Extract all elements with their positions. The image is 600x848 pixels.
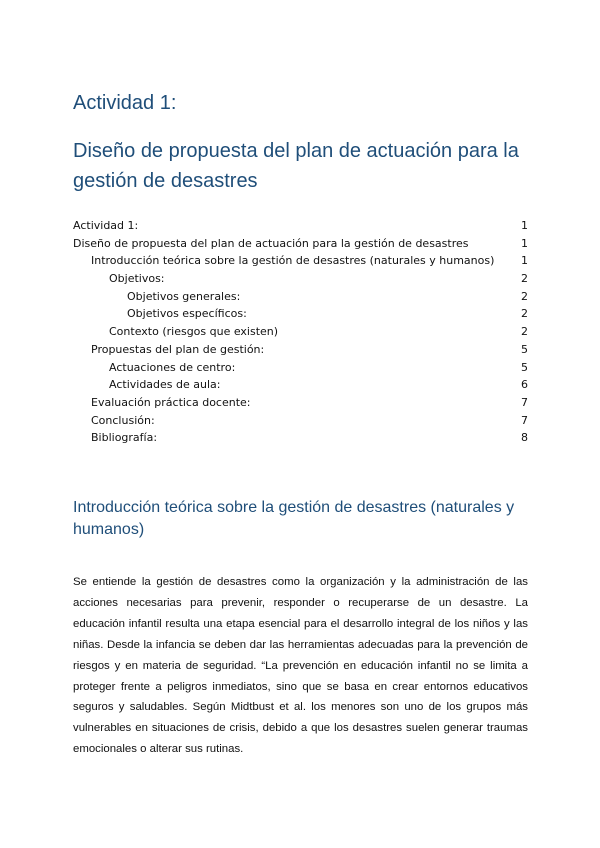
- toc-entry-label[interactable]: Introducción teórica sobre la gestión de desastres (naturales y humanos): [91, 254, 495, 268]
- toc-entry-page: 7: [521, 395, 528, 409]
- toc-entry-label[interactable]: Evaluación práctica docente:: [91, 395, 251, 409]
- toc-entry-page: 5: [521, 342, 528, 356]
- activity-title: Actividad 1:: [73, 92, 177, 114]
- toc-entry-label[interactable]: Bibliografía:: [91, 431, 158, 445]
- toc-entry-label[interactable]: Objetivos generales:: [127, 289, 241, 303]
- toc-entry-label[interactable]: Objetivos específicos:: [127, 307, 247, 321]
- toc-entry-label[interactable]: Actuaciones de centro:: [109, 360, 236, 374]
- toc-entry[interactable]: [73, 429, 528, 447]
- toc-entry[interactable]: [73, 288, 528, 306]
- toc-entry[interactable]: [73, 341, 528, 359]
- toc-entry-label[interactable]: Conclusión:: [91, 413, 155, 427]
- toc-entry[interactable]: [73, 217, 528, 235]
- toc-entry[interactable]: [73, 394, 528, 412]
- section-heading: Introducción teórica sobre la gestión de desastres (naturales y humanos): [73, 499, 515, 538]
- toc-entry[interactable]: [73, 235, 528, 253]
- toc-entry-page: 2: [521, 325, 528, 339]
- toc-entry-label[interactable]: Actividades de aula:: [109, 378, 221, 392]
- toc-entry-page: 2: [521, 307, 528, 321]
- toc-entry-page: 8: [521, 431, 528, 445]
- table-of-contents: [73, 217, 528, 447]
- toc-entry[interactable]: [73, 412, 528, 430]
- toc-entry-label[interactable]: Contexto (riesgos que existen): [109, 325, 279, 339]
- toc-entry[interactable]: [73, 359, 528, 377]
- section-paragraph: Se entiende la gestión de desastres como la organización y la administración de las acciones necesarias para prevenir, responder o recuperarse de un desastre. La educación infantil resulta una etapa esencial para el desarrollo integral de los niños y las niñas. Desde la infancia se deben dar las herramientas adecuadas para la prevención de riesgos y en materia de seguridad. “La prevención en educación infantil no se limita a proteger frente a peligros inmediatos, sino que se basa en crear entornos educativos seguros y saludables. Según Midtbust et al. los menores son uno de los grupos más vulnerables en situaciones de crisis, debido a que los desastres suelen generar traumas emocionales o alterar sus rutinas.: [73, 576, 528, 756]
- toc-entry[interactable]: [73, 323, 528, 341]
- toc-entry-page: 1: [521, 219, 528, 232]
- toc-entry[interactable]: [73, 305, 528, 323]
- toc-entry[interactable]: [73, 252, 528, 270]
- toc-entry-page: 1: [521, 254, 528, 268]
- toc-entry-label[interactable]: Propuestas del plan de gestión:: [91, 342, 265, 356]
- document-title: Diseño de propuesta del plan de actuación para la gestión de desastres: [73, 140, 519, 192]
- toc-entry-page: 5: [521, 360, 528, 374]
- toc-entry-page: 6: [521, 378, 528, 392]
- toc-entry[interactable]: [73, 376, 528, 394]
- toc-entry-page: 2: [521, 272, 528, 286]
- toc-entry[interactable]: [73, 270, 528, 288]
- toc-entry-page: 1: [521, 236, 528, 250]
- toc-entry-label[interactable]: Diseño de propuesta del plan de actuación para la gestión de desastres: [73, 236, 469, 250]
- toc-entry-label[interactable]: Objetivos:: [109, 272, 165, 286]
- toc-entry-label[interactable]: Actividad 1:: [73, 219, 139, 232]
- toc-entry-page: 7: [521, 413, 528, 427]
- toc-entry-page: 2: [521, 289, 528, 303]
